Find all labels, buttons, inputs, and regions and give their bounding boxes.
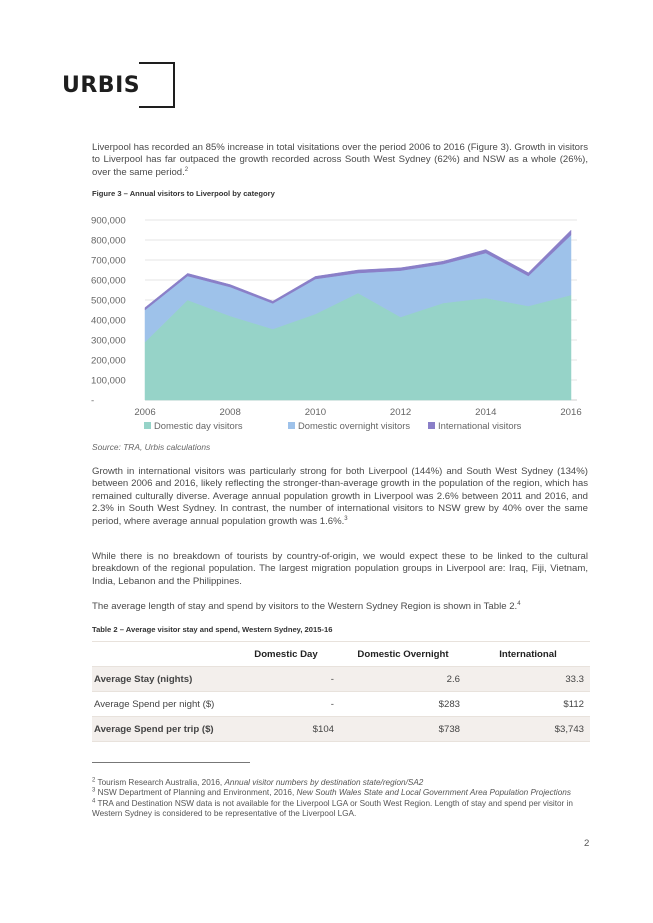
table-header-row [92, 642, 590, 667]
row-label: Average Spend per trip ($) [92, 717, 232, 742]
footnote-num: 4 [92, 798, 96, 805]
footnote-title: New South Wales State and Local Government Area Population Projections [296, 788, 571, 798]
y-tick-label: 300,000 [91, 335, 126, 347]
footnote-3 [92, 788, 590, 798]
visitor-stay-spend-table [92, 641, 590, 742]
table-row [92, 667, 590, 692]
chart-legend [144, 420, 522, 431]
footnote-divider [92, 762, 250, 763]
legend-swatch [144, 422, 151, 429]
table-cell: $112 [563, 698, 584, 710]
table-cell: $738 [340, 717, 466, 742]
footnote-text: TRA and Destination NSW data is not available for the Liverpool LGA or South West Region. Length of stay and spend per visitor in Western Sydney is considered to be representative of the Liverpool LGA. [92, 798, 573, 819]
para3-text: While there is no breakdown of tourists by country-of-origin, we would expect these to be linked to the cultural breakdown of the regional population. The largest migration population groups in Liverpool are: Iraq, Fiji, Vietnam, India, Lebanon and the Philippines. [92, 551, 588, 587]
footnote-text: NSW Department of Planning and Environment, 2016, [97, 788, 297, 798]
table-cell: $283 [438, 698, 460, 710]
y-tick-label: 900,000 [91, 215, 126, 227]
x-tick-label: 2012 [389, 407, 412, 418]
x-tick-label: 2008 [219, 407, 241, 418]
footnote-ref-2: 2 [184, 166, 189, 173]
legend-swatch [288, 422, 295, 429]
figure-source: Source: TRA, Urbis calculations [92, 442, 211, 452]
chart-x-ticks [134, 407, 581, 418]
table-header-domestic-day: Domestic Day [232, 642, 340, 667]
y-tick-label: - [91, 395, 95, 407]
table-header-international: International [466, 642, 590, 667]
y-tick-label: 500,000 [91, 295, 126, 307]
logo-bracket [139, 62, 175, 108]
row-label: Average Spend per night ($) [94, 698, 215, 710]
table-cell: $104 [232, 717, 340, 742]
table-cell: - [232, 667, 340, 692]
table-row [92, 692, 590, 717]
footnote-num: 2 [92, 777, 96, 784]
y-tick-label: 700,000 [91, 255, 126, 267]
footnote-4 [92, 799, 590, 820]
urbis-logo [62, 62, 175, 108]
table-caption: Table 2 – Average visitor stay and spend, Western Sydney, 2015-16 [92, 625, 333, 634]
chart-areas [145, 230, 571, 400]
table-header-domestic-overnight: Domestic Overnight [340, 642, 466, 667]
intro-text: Liverpool has recorded an 85% increase in total visitations over the period 2006 to 2016 (Figure 3). Growth in visitors to Liverpool has far outpaced the growth recorded across South West Sydney (62%) and NSW as a whole (26%), over the same period. [92, 142, 588, 178]
table-cell: 33.3 [466, 667, 590, 692]
figure-caption: Figure 3 – Annual visitors to Liverpool by category [92, 189, 275, 198]
visitors-area-chart [88, 208, 594, 436]
footnote-ref-4: 4 [517, 600, 521, 607]
table-cell: $3,743 [466, 717, 590, 742]
legend-swatch [428, 422, 435, 429]
table-cell: 2.6 [340, 667, 466, 692]
legend-label: Domestic overnight visitors [298, 420, 411, 431]
y-tick-label: 600,000 [91, 275, 126, 287]
x-tick-label: 2014 [475, 407, 497, 418]
x-tick-label: 2010 [304, 407, 327, 418]
x-tick-label: 2016 [560, 407, 582, 418]
footnotes [92, 778, 590, 820]
table-row [92, 717, 590, 742]
chart-y-ticks [91, 216, 126, 407]
legend-label: International visitors [438, 420, 522, 431]
y-tick-label: 100,000 [91, 375, 126, 387]
table-header-blank [92, 642, 232, 667]
para4-text: The average length of stay and spend by visitors to the Western Sydney Region is shown in Table 2. [92, 601, 518, 612]
footnote-title: Annual visitor numbers by destination state/region/SA2 [224, 778, 424, 787]
y-tick-label: 200,000 [91, 355, 126, 367]
logo-text: URBIS [62, 72, 141, 98]
row-label: Average Stay (nights) [92, 667, 232, 692]
y-tick-label: 800,000 [91, 235, 126, 247]
area-series-0 [145, 293, 571, 400]
footnote-ref-3: 3 [344, 515, 348, 522]
international-growth-paragraph [92, 466, 588, 528]
page-number: 2 [584, 838, 590, 849]
x-tick-label: 2006 [134, 407, 156, 418]
para2-text: Growth in international visitors was particularly strong for both Liverpool (144%) and South West Sydney (134%) between 2006 and 2016, likely reflecting the stronger-than-average growth in the population of the region, which has remained culturally diverse. Average annual population growth in Liverpool was 2.6% between 2011 and 2016, and 2.3% in South West Sydney. In contrast, the number of international visitors to NSW grew by 40% over the same period, where average annual population growth was 1.6%. [92, 466, 588, 527]
y-tick-label: 400,000 [91, 315, 126, 327]
table-cell: - [330, 698, 334, 710]
footnote-text: Tourism Research Australia, 2016, [97, 778, 225, 787]
footnote-2 [92, 778, 590, 788]
legend-label: Domestic day visitors [154, 420, 243, 431]
footnote-num: 3 [92, 787, 96, 794]
migration-paragraph [92, 551, 588, 588]
intro-paragraph [92, 142, 588, 179]
stay-spend-paragraph [92, 601, 588, 613]
